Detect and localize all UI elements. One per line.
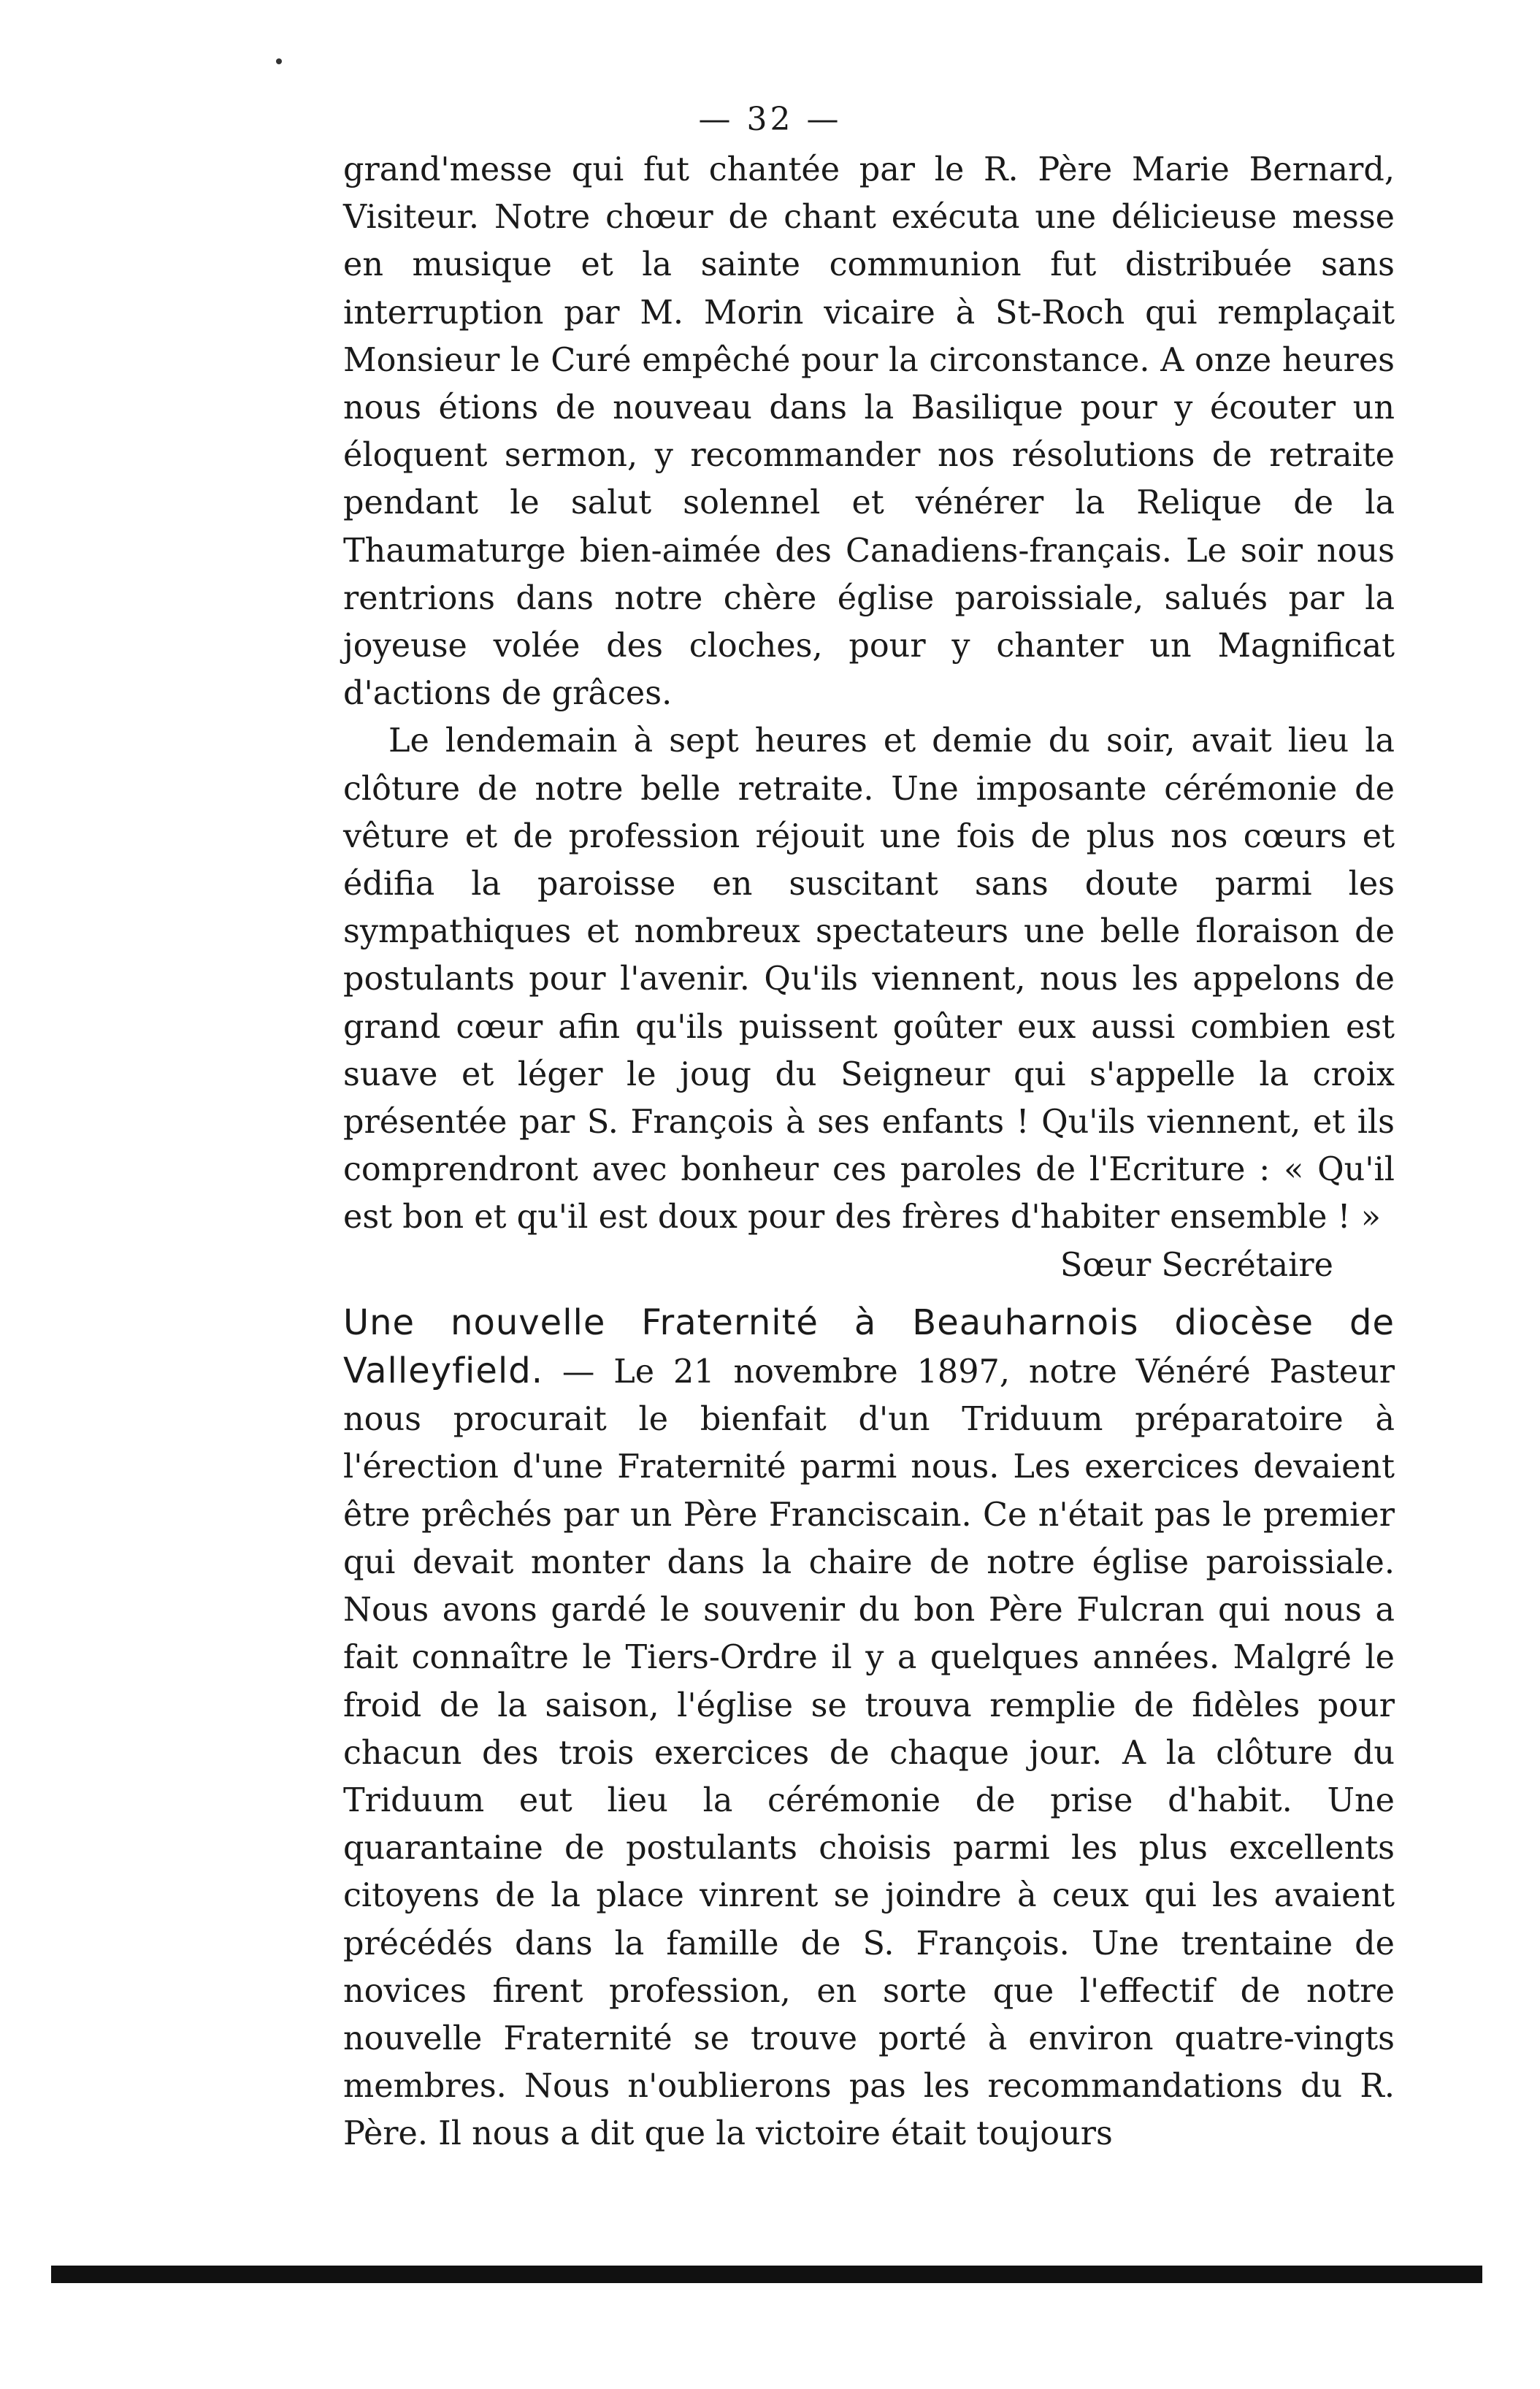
paragraph: Le lendemain à sept heures et demie du soir, avait lieu la clôture de notre belle retraite. Une imposante cérémonie de vêture et de profession réjouit une fois de plus nos cœurs et édifia la paroisse en suscitant sans doute parmi les sympathiques et nombreux spectateurs une belle floraison de postulants pour l'avenir. Qu'ils viennent, nous les appelons de grand cœur afin qu'ils puissent goûter eux aussi combien est suave et léger le joug du Seigneur qui s'appelle la croix présentée par S. François à ses enfants ! Qu'ils viennent, et ils comprendront avec bonheur ces paroles de l'Ecriture : « Qu'il est bon et qu'il est doux pour des frères d'habiter ensemble ! » — [343, 722, 1395, 1236]
paragraph: grand'messe qui fut chantée par le R. Père Marie Bernard, Visiteur. Notre chœur de chant exécuta une délicieuse messe en musique et la sainte communion fut distribuée sans interruption par M. Morin vicaire à St-Roch qui remplaçait Monsieur le Curé empêché pour la circonstance. A onze heures nous étions de nouveau dans la Basilique pour y écouter un éloquent sermon, y recommander nos résolutions de retraite pendant le salut solennel et vénérer la Relique de la Thaumaturge bien-aimée des Canadiens-français. Le soir nous rentrions dans notre chère église paroissiale, salués par la joyeuse volée des cloches, pour y chanter un Magnificat d'actions de grâces. — [343, 151, 1395, 713]
ink-speck — [276, 58, 282, 64]
signature: Sœur Secrétaire — [1060, 1246, 1333, 1284]
section-title: Une nouvelle Fraternité à Beauharnois diocèse de Valleyfield. — [343, 1301, 1395, 1392]
bottom-rule — [51, 2266, 1482, 2283]
section-paragraph — [343, 1299, 1395, 2158]
page-number: — 32 — — [698, 101, 842, 138]
page-body — [343, 146, 1395, 2158]
section-body: — Le 21 novembre 1897, notre Vénéré Pasteur nous procurait le bienfait d'un Triduum préparatoire à l'érection d'une Fraternité parmi nous. Les exercices devaient être prêchés par un Père Franciscain. Ce n'était pas le premier qui devait monter dans la chaire de notre église paroissiale. Nous avons gardé le souvenir du bon Père Fulcran qui nous a fait connaître le Tiers-Ordre il y a quelques années. Malgré le froid de la saison, l'église se trouva remplie de fidèles pour chacun des trois exercices de chaque jour. A la clôture du Triduum eut lieu la cérémonie de prise d'habit. Une quarantaine de postulants choisis parmi les plus excellents citoyens de la place vinrent se joindre à ceux qui les avaient précédés dans la famille de S. François. Une trentaine de novices firent profession, en sorte que l'effectif de notre nouvelle Fraternité se trouve porté à environ quatre-vingts membres. Nous n'oublierons pas les recommandations du R. Père. Il nous a dit que la victoire était toujours — [343, 1353, 1395, 2153]
